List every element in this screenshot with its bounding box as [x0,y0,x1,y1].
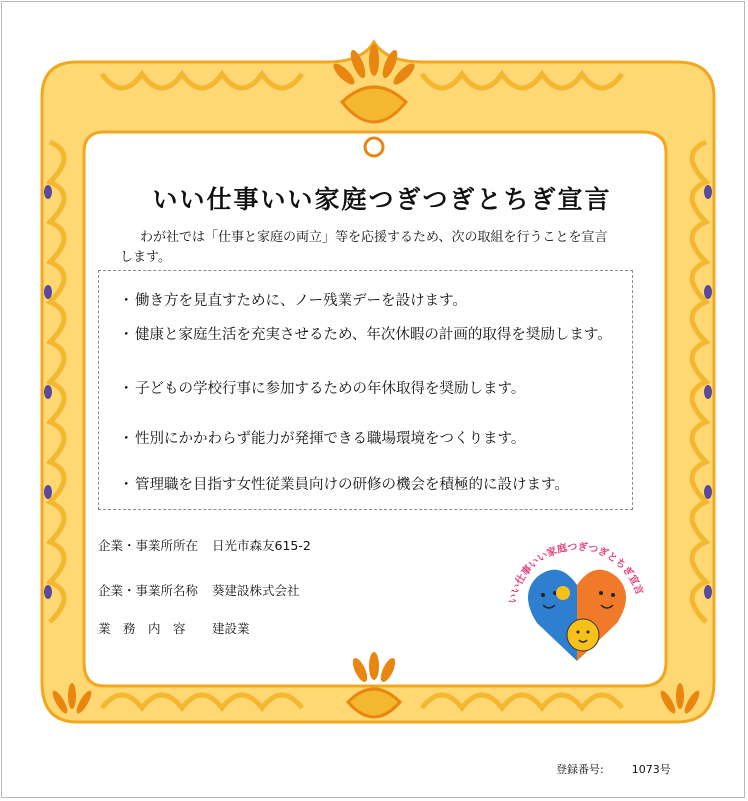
business-row [98,619,250,637]
business-label: 業 務 内 容 [98,621,186,636]
logo-sun-icon [556,586,570,600]
intro-paragraph: わが社では「仕事と家庭の両立」等を応援するため、次の取組を行うことを宣言します。 [120,230,608,265]
commitment-item: ・ 健康と家庭生活を充実させるため、年次休暇の計画的取得を奨励します。 [119,327,612,343]
business-value: 建設業 [212,621,250,636]
logo-ring-text: いい仕事いい家庭つぎつぎとちぎ宣言 [507,541,645,605]
company-name-row [98,581,300,599]
certificate-title: いい仕事いい家庭つぎつぎとちぎ宣言 [152,185,612,214]
commitment-item: ・ 管理職を目指す女性従業員向けの研修の機会を積極的に設けます。 [119,477,569,493]
company-address-row [98,536,311,554]
registration-number [556,761,671,777]
commitment-item: ・ 働き方を見直すために、ノー残業デーを設けます。 [119,293,467,309]
company-name-label: 企業・事業所名称 [98,583,199,598]
company-name-value: 葵建設株式会社 [212,583,300,598]
registration-value: 1073号 [631,763,671,776]
registration-label: 登録番号: [556,763,604,776]
address-label: 企業・事業所所在 [98,538,199,553]
commitment-item: ・ 性別にかかわらず能力が発揮できる職場環境をつくります。 [119,431,526,447]
certificate-page [1,1,745,798]
logo-left-heart [528,570,577,661]
address-value: 日光市森友615-2 [212,538,311,553]
declaration-logo [497,537,657,687]
logo-child-face [567,619,599,651]
commitment-item: ・ 子どもの学校行事に参加するための年休取得を奨励します。 [119,381,526,397]
commitments-box [98,270,633,510]
